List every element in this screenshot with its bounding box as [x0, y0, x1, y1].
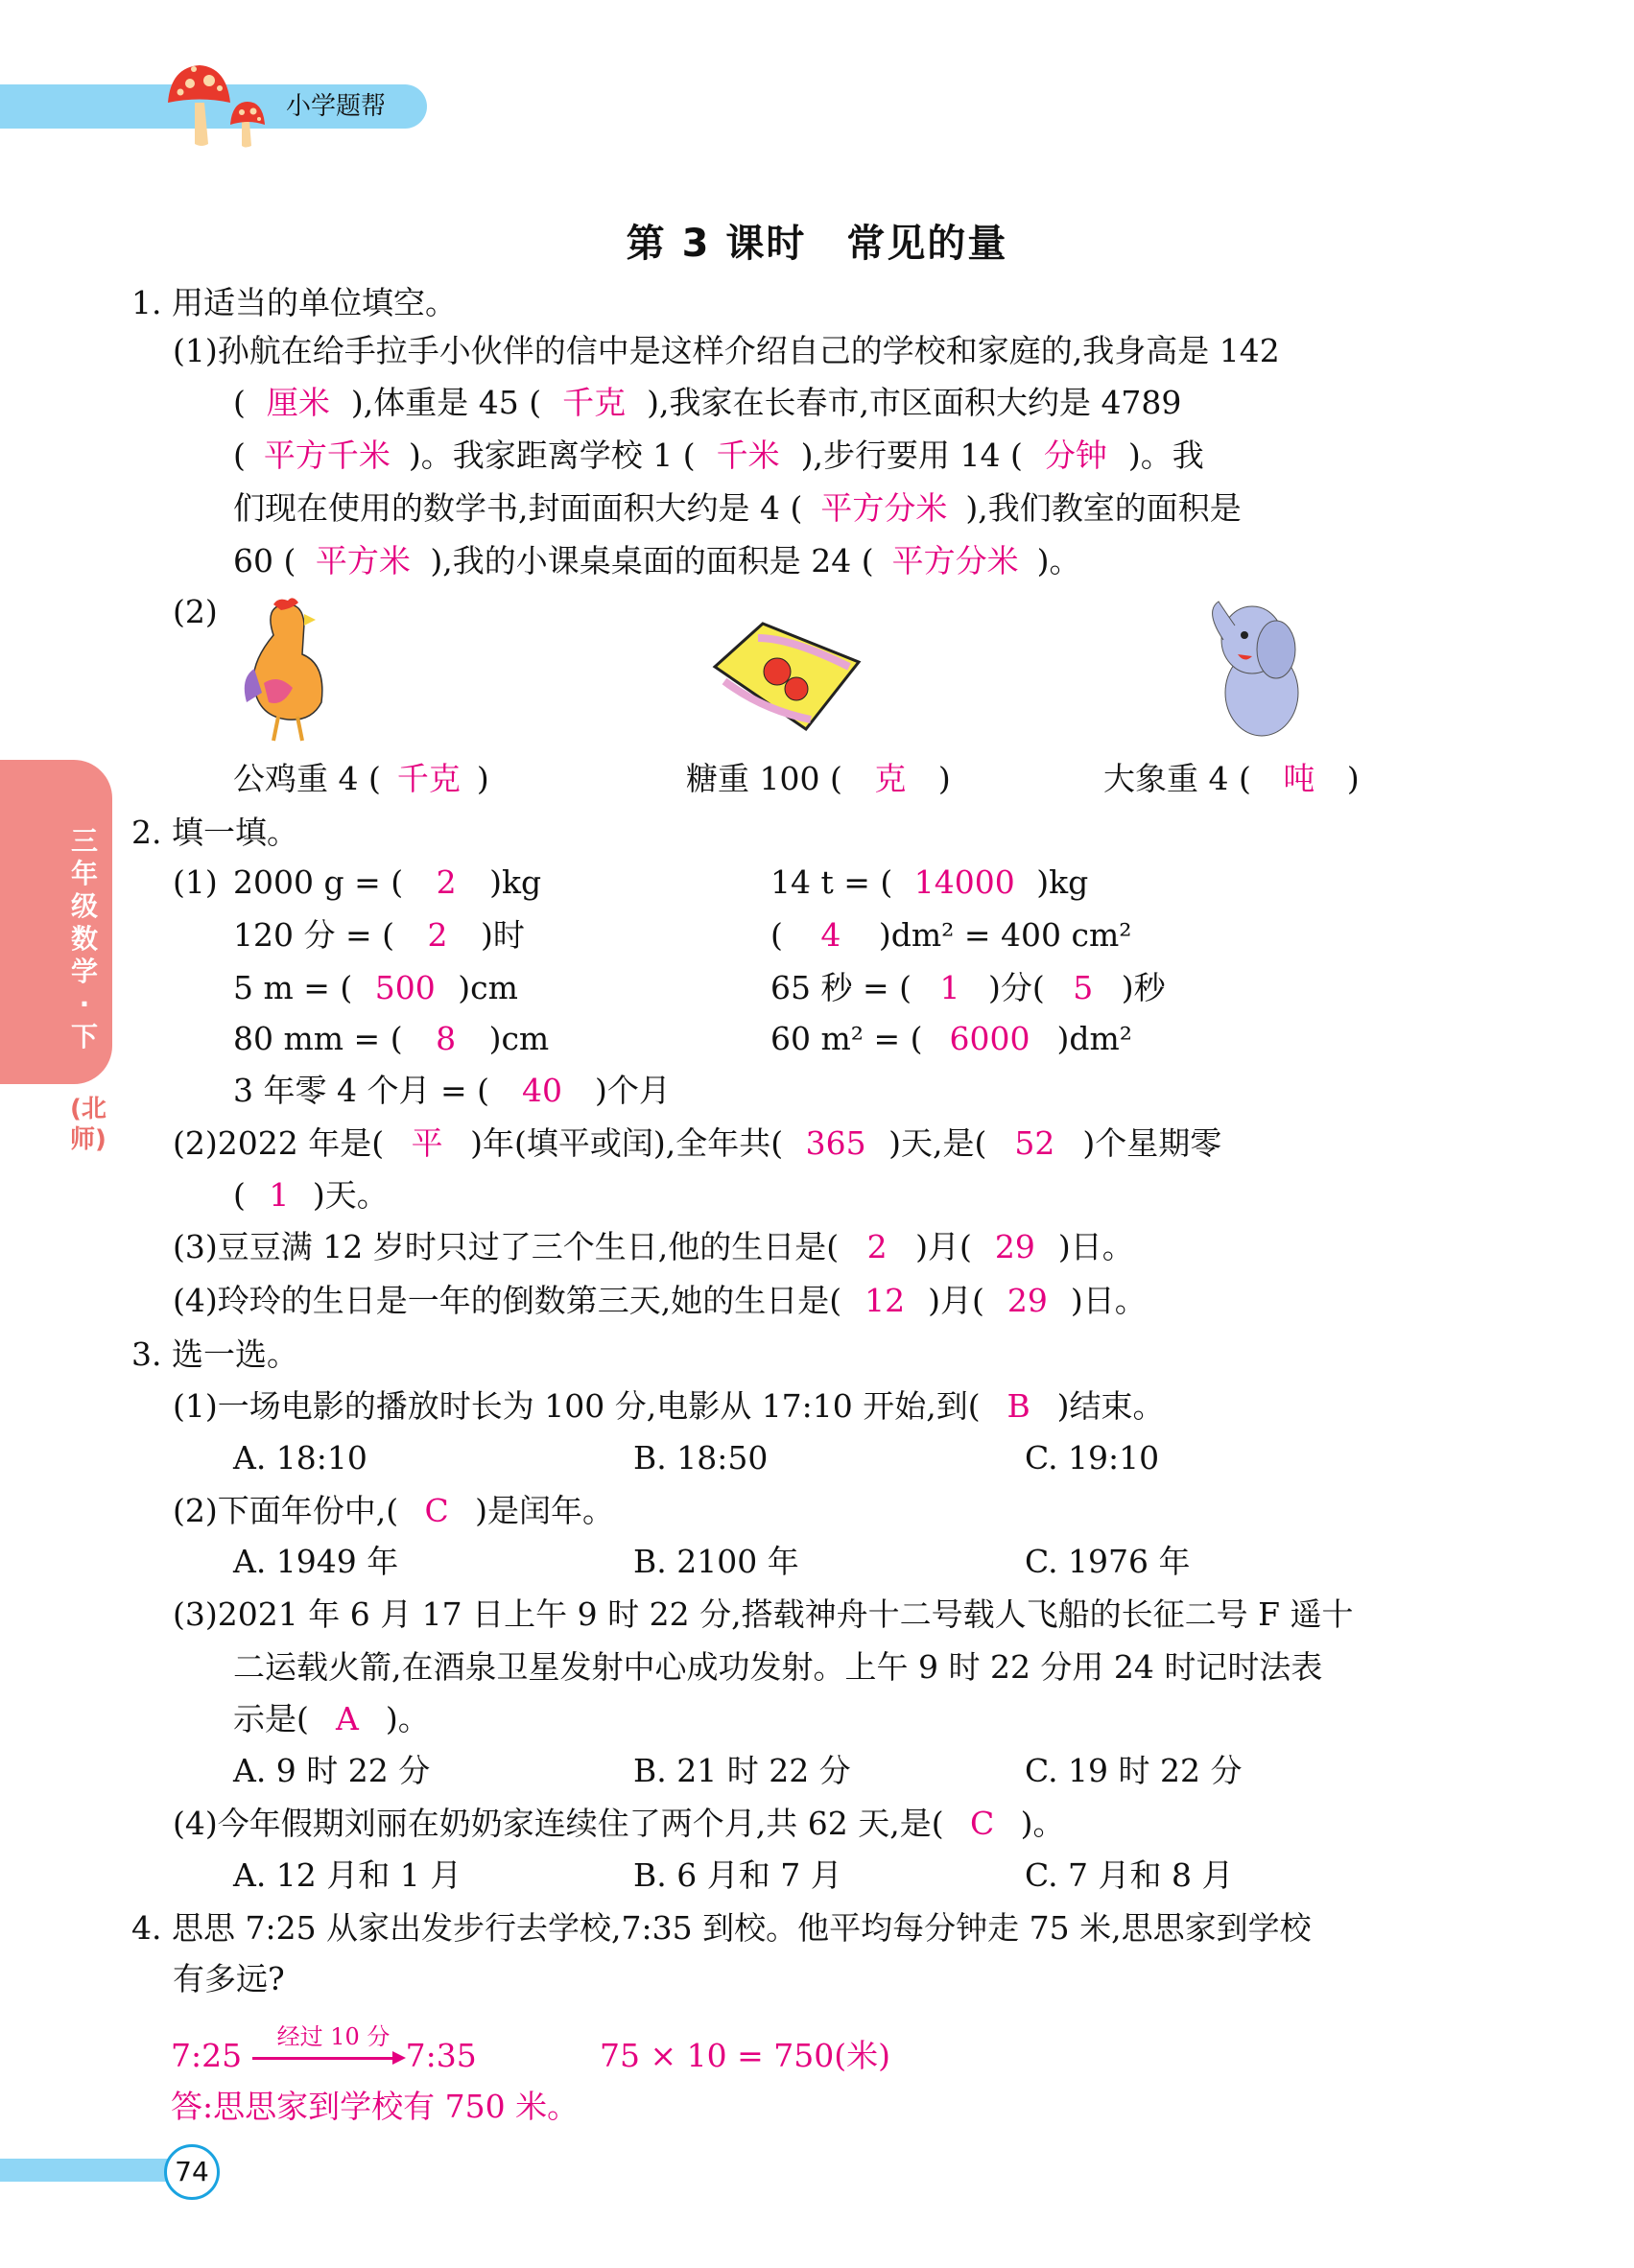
- option-b: B. 6 月和 7 月: [633, 1856, 842, 1894]
- option-c: C. 7 月和 8 月: [1025, 1856, 1234, 1894]
- q2-left-row: 80 mm = ( 8 )cm: [233, 1020, 550, 1057]
- q3-item-4: (4)今年假期刘丽在奶奶家连续住了两个月,共 62 天,是( C )。: [173, 1805, 1065, 1842]
- q2-right-row: 65 秒 = ( 1 )分( 5 )秒: [770, 969, 1166, 1006]
- publisher-label: (北师): [70, 1095, 107, 1154]
- answer: C: [969, 1805, 995, 1842]
- answer: 2: [866, 1228, 888, 1265]
- answer: 1: [939, 969, 960, 1006]
- answer: 千米: [716, 437, 780, 474]
- answer: 平方千米: [263, 437, 391, 474]
- q1-p1-line-4: 们现在使用的数学书,封面面积大约是 4 ( 平方分米 ),我们教室的面积是: [233, 489, 1242, 527]
- q3-item-3-line-2: 二运载火箭,在酒泉卫星发射中心成功发射。上午 9 时 22 分用 24 时记时法表: [233, 1648, 1323, 1686]
- q3-item-3-line-3: 示是( A )。: [233, 1700, 430, 1737]
- option-a: A. 9 时 22 分: [233, 1752, 431, 1789]
- brand-label: 小学题帮: [286, 92, 387, 121]
- q4-line-1: 4. 思思 7:25 从家出发步行去学校,7:35 到校。他平均每分钟走 75 米,思思家到学校: [131, 1909, 1312, 1947]
- option-a: A. 18:10: [233, 1439, 367, 1477]
- answer: 52: [1014, 1124, 1055, 1162]
- q2-right-row: 60 m² = ( 6000 )dm²: [770, 1020, 1133, 1057]
- answer: C: [424, 1492, 449, 1529]
- answer: 千克: [562, 384, 627, 421]
- elephant-image: [1185, 597, 1319, 741]
- footer-bar: [0, 2159, 173, 2182]
- q2-right-row: ( 4 )dm² = 400 cm²: [770, 916, 1132, 954]
- q2-left-row: 3 年零 4 个月 = ( 40 )个月: [233, 1072, 671, 1109]
- q1-p2-label: (2): [173, 593, 218, 630]
- q1-p2-item-rooster: 公鸡重 4 ( 千克 ): [233, 760, 489, 797]
- answer: 12: [864, 1282, 906, 1319]
- option-c: C. 1976 年: [1025, 1543, 1191, 1580]
- q4-answer: 答:思思家到学校有 750 米。: [171, 2088, 580, 2125]
- q2-p2-line-1: (2)2022 年是( 平 )年(填平或闰),全年共( 365 )天,是( 52 )个星期零: [173, 1124, 1222, 1162]
- q2-p3: (3)豆豆满 12 岁时只过了三个生日,他的生日是( 2 )月( 29 )日。: [173, 1228, 1134, 1265]
- q4-work: 7:25 经过 10 分 7:35: [171, 2023, 477, 2074]
- q2-left-row: 5 m = ( 500 )cm: [233, 969, 518, 1006]
- answer: 2: [427, 916, 448, 954]
- rooster-image: [235, 597, 350, 745]
- q2-p2-line-2: ( 1 )天。: [233, 1176, 389, 1214]
- answer: 8: [436, 1020, 457, 1057]
- answer: 6000: [949, 1020, 1030, 1057]
- q2-heading: 2. 填一填。: [131, 814, 298, 851]
- option-c: C. 19:10: [1025, 1439, 1160, 1477]
- answer: A: [335, 1700, 359, 1737]
- page-title: 第 3 课时 常见的量: [626, 222, 1008, 266]
- candy-bag-image: [705, 614, 868, 739]
- q1-p2-item-elephant: 大象重 4 ( 吨 ): [1103, 760, 1360, 797]
- mushroom-logo-icon: [163, 59, 278, 151]
- q3-item-1: (1)一场电影的播放时长为 100 分,电影从 17:10 开始,到( B )结束。: [173, 1387, 1165, 1425]
- q2-left-row: 2000 g = ( 2 )kg: [233, 863, 542, 901]
- option-a: A. 1949 年: [233, 1543, 399, 1580]
- answer: 29: [994, 1228, 1035, 1265]
- answer: 分钟: [1043, 437, 1107, 474]
- answer: 14000: [913, 863, 1015, 901]
- q1-p1-line-3: ( 平方千米 )。我家距离学校 1 ( 千米 ),步行要用 14 ( 分钟 )。我: [233, 437, 1204, 474]
- answer: 千克: [396, 760, 461, 797]
- answer: 2: [436, 863, 457, 901]
- q1-p2-item-candy: 糖重 100 ( 克 ): [686, 760, 951, 797]
- page-number: 74: [164, 2144, 220, 2200]
- q3-heading: 3. 选一选。: [131, 1335, 298, 1373]
- answer: 1: [269, 1176, 290, 1214]
- q2-p1-label: (1): [173, 863, 218, 901]
- q4-calc: 75 × 10 = 750(米): [600, 2037, 890, 2074]
- answer: 平: [411, 1124, 443, 1162]
- answer: 29: [1006, 1282, 1048, 1319]
- answer: 平方分米: [820, 489, 948, 527]
- answer: 365: [805, 1124, 866, 1162]
- answer: 5: [1073, 969, 1094, 1006]
- answer: 500: [374, 969, 436, 1006]
- option-b: B. 18:50: [633, 1439, 769, 1477]
- q2-left-row: 120 分 = ( 2 )时: [233, 916, 525, 954]
- answer: 平方分米: [891, 542, 1019, 579]
- option-b: B. 21 时 22 分: [633, 1752, 851, 1789]
- answer: B: [1006, 1387, 1030, 1425]
- option-b: B. 2100 年: [633, 1543, 799, 1580]
- q1-heading: 1. 用适当的单位填空。: [131, 284, 457, 321]
- answer: 4: [820, 916, 841, 954]
- q2-right-row: 14 t = ( 14000 )kg: [770, 863, 1089, 901]
- answer: 厘米: [266, 384, 330, 421]
- option-a: A. 12 月和 1 月: [233, 1856, 462, 1894]
- q1-p1-line-5: 60 ( 平方米 ),我的小课桌桌面的面积是 24 ( 平方分米 )。: [233, 542, 1081, 579]
- q1-p1-line-2: ( 厘米 ),体重是 45 ( 千克 ),我家在长春市,市区面积大约是 4789: [233, 384, 1182, 421]
- q1-p1-line-1: (1)孙航在给手拉手小伙伴的信中是这样介绍自己的学校和家庭的,我身高是 142: [173, 332, 1280, 369]
- q3-item-2: (2)下面年份中,( C )是闰年。: [173, 1492, 614, 1529]
- answer: 平方米: [315, 542, 411, 579]
- grade-label: 三年级数学·下: [70, 825, 98, 1052]
- q3-item-3-line-1: (3)2021 年 6 月 17 日上午 9 时 22 分,搭载神舟十二号载人飞船的长征二号 F 遥十: [173, 1595, 1354, 1633]
- q2-p4: (4)玲玲的生日是一年的倒数第三天,她的生日是( 12 )月( 29 )日。: [173, 1282, 1147, 1319]
- answer: 吨: [1283, 760, 1315, 797]
- option-c: C. 19 时 22 分: [1025, 1752, 1243, 1789]
- answer: 40: [521, 1072, 562, 1109]
- answer: 克: [874, 760, 907, 797]
- arrow-icon: 经过 10 分: [252, 2048, 406, 2067]
- q4-line-2: 有多远?: [173, 1960, 285, 1997]
